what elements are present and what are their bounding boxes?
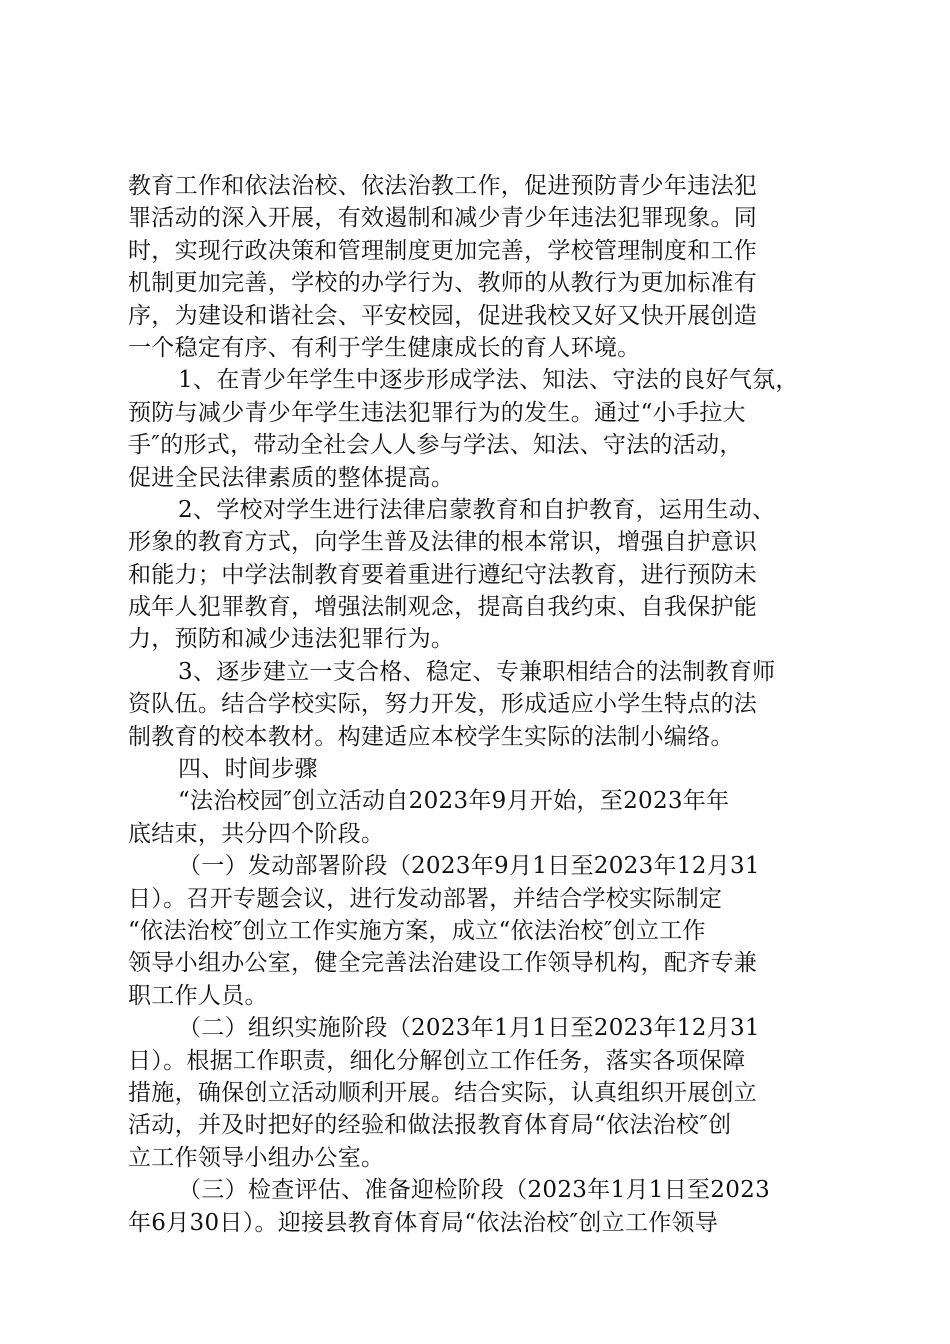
text-line: 日）。召开专题会议，进行发动部署，并结合学校实际制定 [128, 885, 723, 912]
text-line: 教育工作和依法治校、依法治教工作，促进预防青少年违法犯 [128, 173, 758, 199]
text-line: 罪活动的深入开展，有效遏制和减少青少年违法犯罪现象。同 [128, 205, 758, 232]
section-heading: 四、时间步骤 [178, 756, 318, 783]
text-line: 日）。根据工作职责，细化分解创立工作任务，落实各项保障 [128, 1047, 746, 1074]
text-line: 机制更加完善，学校的办学行为、教师的从教行为更加标准有 [128, 270, 758, 297]
text-line: 力，预防和减少违法犯罪行为。 [128, 626, 455, 653]
text-line: 预防与减少青少年学生违法犯罪行为的发生。通过“小手拉大 [128, 399, 746, 426]
text-line: “依法治校″创立工作实施方案，成立“依法治校″创立工作 [128, 917, 706, 944]
paragraph-start-line: “法治校园″创立活动自2023年9月开始，至2023年年 [178, 788, 730, 815]
paragraph-start-line: （二）组织实施阶段（2023年1月1日至2023年12月31 [178, 1015, 760, 1042]
paragraph-start-line: （三）检查评估、准备迎检阶段（2023年1月1日至2023 [178, 1177, 771, 1204]
text-line: 一个稳定有序、有利于学生健康成长的育人环境。 [128, 334, 641, 361]
text-line: 活动，并及时把好的经验和做法报教育体育局“依法治校″创 [128, 1112, 732, 1139]
text-line: 促进全民法律素质的整体提高。 [128, 464, 455, 491]
text-line: 资队伍。结合学校实际，努力开发，形成适应小学生特点的法 [128, 691, 758, 718]
text-line: 和能力；中学法制教育要着重进行遵纪守法教育，进行预防未 [128, 561, 758, 588]
text-line: 时，实现行政决策和管理制度更加完善，学校管理制度和工作 [128, 237, 758, 264]
text-line: 形象的教育方式，向学生普及法律的根本常识，增强自护意识 [128, 529, 758, 556]
text-line: 成年人犯罪教育，增强法制观念，提高自我约束、自我保护能 [128, 594, 758, 621]
text-line: 底结束，共分四个阶段。 [128, 820, 385, 847]
paragraph-start-line: （一）发动部署阶段（2023年9月1日至2023年12月31 [178, 853, 760, 880]
text-line: 领导小组办公室，健全完善法治建设工作领导机构，配齐专兼 [128, 950, 758, 977]
text-line: 职工作人员。 [128, 982, 268, 1009]
paragraph-start-line: 2、学校对学生进行法律启蒙教育和自护教育，运用生动、 [178, 496, 776, 523]
text-line: 年6月30日）。迎接县教育体育局“依法治校″创立工作领导 [128, 1209, 719, 1236]
paragraph-start-line: 1、在青少年学生中逐步形成学法、知法、守法的良好气氛， [178, 367, 799, 394]
document-body [128, 170, 840, 1239]
text-line: 手″的形式，带动全社会人人参与学法、知法、守法的活动， [128, 432, 743, 459]
text-line: 制教育的校本教材。构建适应本校学生实际的法制小编络。 [128, 723, 734, 750]
paragraph-start-line: 3、逐步建立一支合格、稳定、专兼职相结合的法制教育师 [178, 658, 776, 685]
text-line: 立工作领导小组办公室。 [128, 1144, 385, 1171]
text-line: 序，为建设和谐社会、平安校园，促进我校又好又快开展创造 [128, 302, 758, 329]
text-line: 措施，确保创立活动顺利开展。结合实际，认真组织开展创立 [128, 1079, 758, 1106]
